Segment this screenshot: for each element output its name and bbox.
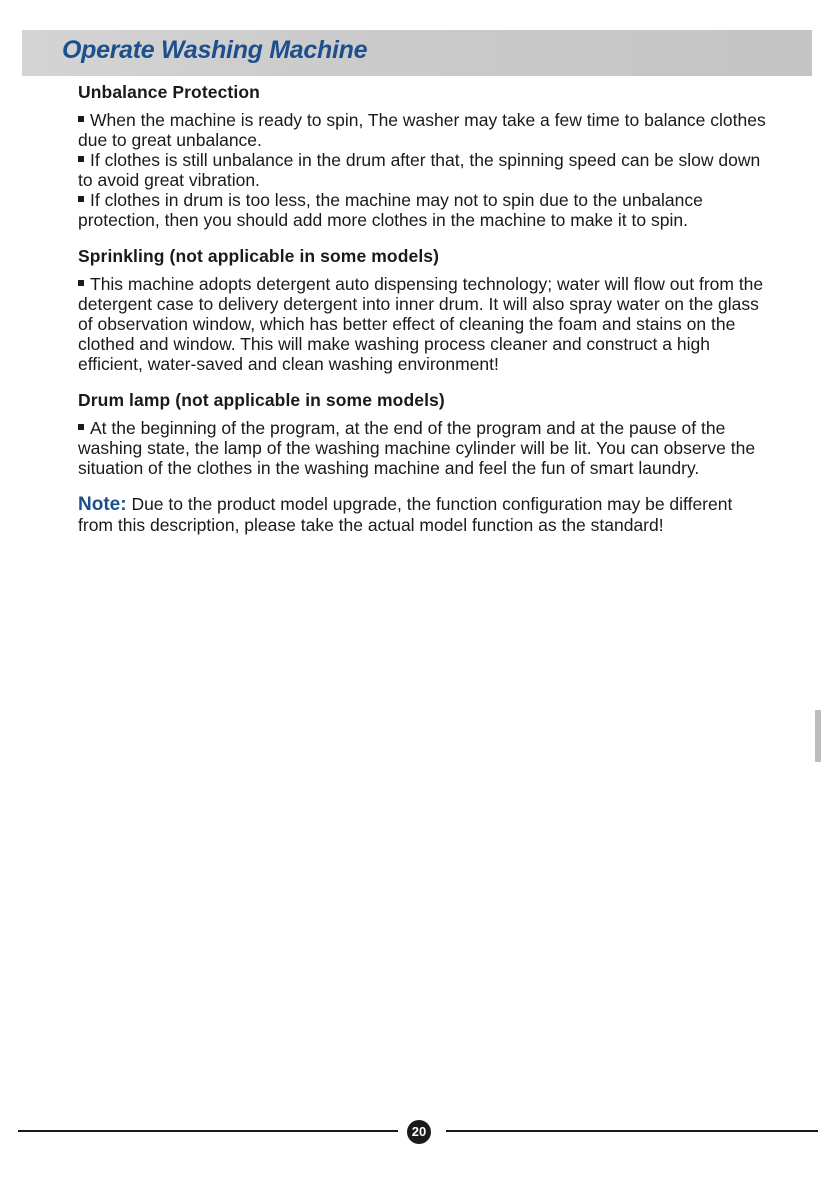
paragraph-text: If clothes in drum is too less, the machine may not to spin due to the unbalance protection, then you should add more clothes in the machine to make it to spin. (78, 190, 703, 230)
paragraph-text: If clothes is still unbalance in the drum after that, the spinning speed can be slow down to avoid great vibration. (78, 150, 761, 190)
page-title: Operate Washing Machine (62, 36, 368, 64)
section-drum-lamp (78, 390, 768, 478)
section-unbalance-protection (78, 82, 768, 230)
spacer (78, 230, 768, 246)
section-sprinkling (78, 246, 768, 374)
footer-rule-left (18, 1130, 398, 1132)
note-paragraph (78, 494, 768, 535)
paragraph-text: At the beginning of the program, at the end of the program and at the pause of the washing state, the lamp of the washing machine cylinder will be lit. You can observe the situation of the clothes in the washing machine and feel the fun of smart laundry. (78, 418, 756, 478)
bullet-icon (78, 156, 84, 162)
section-heading: Unbalance Protection (78, 82, 260, 102)
bullet-paragraph (78, 274, 768, 374)
spacer (78, 374, 768, 390)
footer-rule-right (446, 1130, 818, 1132)
bullet-paragraph (78, 418, 768, 478)
spacer (78, 478, 768, 494)
bullet-icon (78, 196, 84, 202)
section-heading: Drum lamp (not applicable in some models) (78, 390, 445, 410)
note-text: Due to the product model upgrade, the function configuration may be different from this description, please take the actual model function as the standard! (78, 494, 733, 535)
edge-mark (815, 710, 821, 762)
bullet-paragraph (78, 110, 768, 150)
paragraph-text: This machine adopts detergent auto dispensing technology; water will flow out from the detergent case to delivery detergent into inner drum. It will also spray water on the glass of observation window, which has better effect of cleaning the foam and stains on the clothed and window. This will make washing process cleaner and construct a high efficient, water-saved and clean washing environment! (78, 274, 764, 374)
bullet-icon (78, 116, 84, 122)
note-label: Note: (78, 494, 127, 515)
section-heading: Sprinkling (not applicable in some models) (78, 246, 440, 266)
bullet-icon (78, 424, 84, 430)
paragraph-text: When the machine is ready to spin, The washer may take a few time to balance clothes due to great unbalance. (78, 110, 766, 150)
bullet-paragraph (78, 150, 768, 190)
bullet-icon (78, 280, 84, 286)
main-content (78, 82, 768, 535)
page-number-badge: 20 (407, 1120, 431, 1144)
bullet-paragraph (78, 190, 768, 230)
